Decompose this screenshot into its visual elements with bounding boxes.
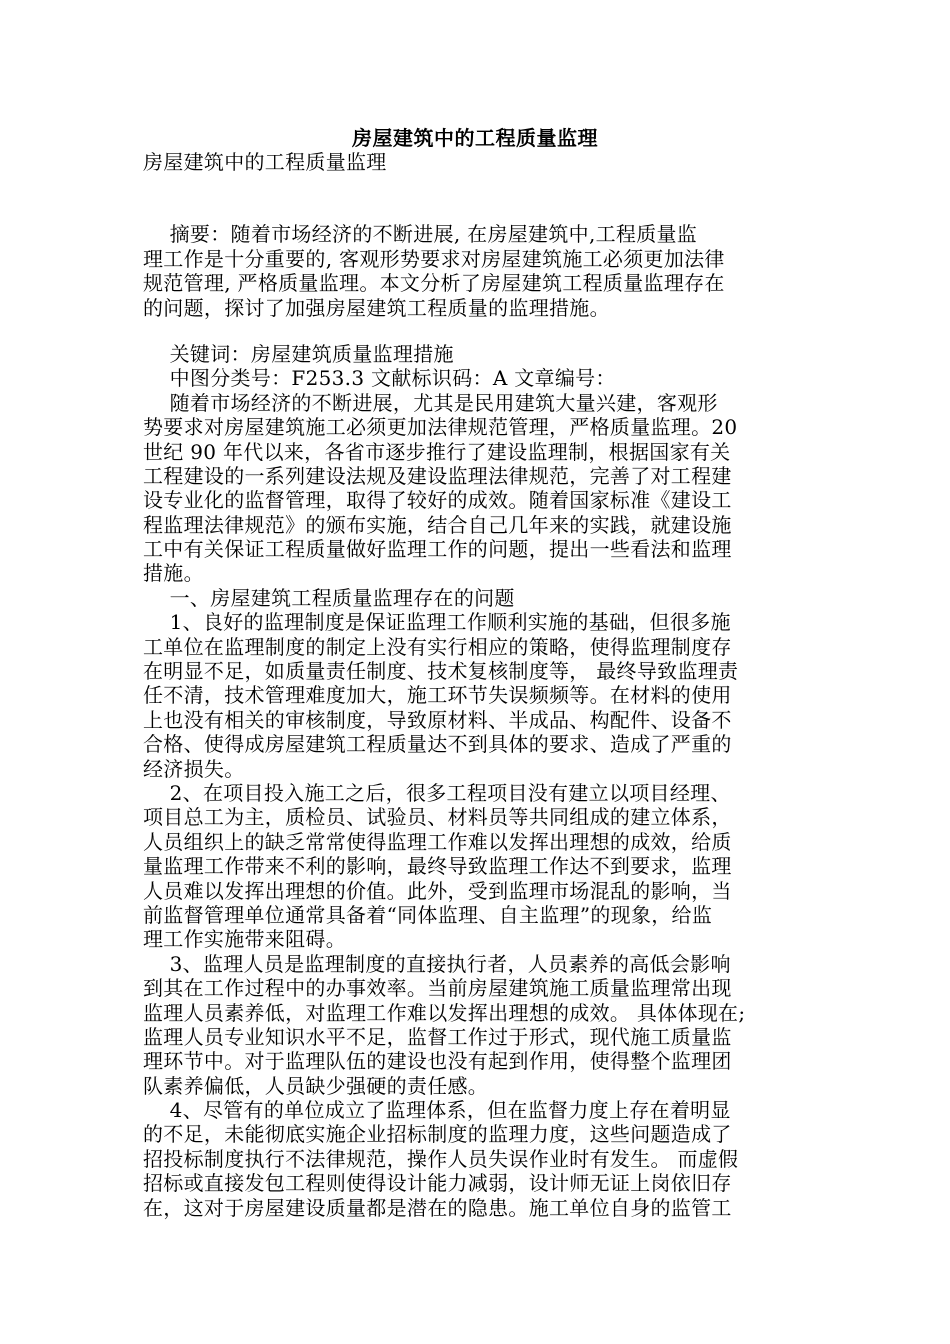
paragraph-line: 设专业化的监督管理，取得了较好的成效。随着国家标准《建设工 xyxy=(143,488,732,513)
paragraph-line: 队素养偏低，人员缺少强硬的责任感。 xyxy=(143,1073,489,1098)
abstract-line: 规范管理, 严格质量监理。本文分析了房屋建筑工程质量监理存在 xyxy=(143,271,725,296)
blank-line xyxy=(143,174,809,222)
classification-line: 中图分类号：F253.3 文献标识码：A 文章编号： xyxy=(143,366,616,391)
paragraph-line: 世纪 90 年代以来，各省市逐步推行了建设监理制，根据国家有关 xyxy=(143,439,731,464)
paragraph-line: 监理人员专业知识水平不足，监督工作过于形式，现代施工质量监 xyxy=(143,1024,732,1049)
paragraph-line: 项目总工为主，质检员、试验员、材料员等共同组成的建立体系， xyxy=(143,805,732,830)
paragraph-line: 量监理工作带来不利的影响，最终导致监理工作达不到要求，监理 xyxy=(143,854,732,879)
paragraph-line: 4、尽管有的单位成立了监理体系，但在监督力度上存在着明显 xyxy=(143,1098,731,1123)
paragraph-line: 的不足，未能彻底实施企业招标制度的监理力度，这些问题造成了 xyxy=(143,1122,732,1147)
paragraph-line: 工单位在监理制度的制定上没有实行相应的策略，使得监理制度存 xyxy=(143,634,732,659)
paragraph-line: 招标或直接发包工程则使得设计能力减弱，设计师无证上岗依旧存 xyxy=(143,1171,732,1196)
section-heading: 一、房屋建筑工程质量监理存在的问题 xyxy=(143,585,515,610)
abstract-line: 的问题，探讨了加强房屋建筑工程质量的监理措施。 xyxy=(143,295,610,320)
blank-line xyxy=(143,320,809,342)
paragraph-line: 监理人员素养低，对监理工作难以发挥出理想的成效。 具体体现在; xyxy=(143,1000,746,1025)
paragraph-line: 合格、使得成房屋建筑工程质量达不到具体的要求、造成了严重的 xyxy=(143,732,732,757)
paragraph-line: 程监理法律规范》的颁布实施，结合自己几年来的实践，就建设施 xyxy=(143,512,732,537)
document-title: 房屋建筑中的工程质量监理 xyxy=(352,126,598,150)
paragraph-line: 人员难以发挥出理想的价值。此外，受到监理市场混乱的影响，当 xyxy=(143,878,732,903)
subtitle-line: 房屋建筑中的工程质量监理 xyxy=(143,150,387,174)
paragraph-line: 理工作实施带来阻碍。 xyxy=(143,927,346,952)
abstract-line: 理工作是十分重要的, 客观形势要求对房屋建筑施工必须更加法律 xyxy=(143,246,725,271)
paragraph-line: 招投标制度执行不法律规范，操作人员失误作业时有发生。 而虚假 xyxy=(143,1146,739,1171)
paragraph-line: 措施。 xyxy=(143,561,204,586)
document-body xyxy=(143,150,809,1220)
paragraph-line: 人员组织上的缺乏常常使得监理工作难以发挥出理想的成效，给质 xyxy=(143,829,732,854)
paragraph-line: 势要求对房屋建筑施工必须更加法律规范管理，严格质量监理。20 xyxy=(143,415,738,440)
paragraph-line: 工中有关保证工程质量做好监理工作的问题，提出一些看法和监理 xyxy=(143,537,732,562)
paragraph-line: 1、良好的监理制度是保证监理工作顺利实施的基础，但很多施 xyxy=(143,610,731,635)
paragraph-line: 前监督管理单位通常具备着“同体监理、自主监理”的现象，给监 xyxy=(143,902,713,927)
paragraph-line: 到其在工作过程中的办事效率。当前房屋建筑施工质量监理常出现 xyxy=(143,976,732,1001)
paragraph-line: 在明显不足，如质量责任制度、技术复核制度等， 最终导致监理责 xyxy=(143,659,739,684)
paragraph-line: 工程建设的一系列建设法规及建设监理法律规范，完善了对工程建 xyxy=(143,463,732,488)
paragraph-line: 任不清，技术管理难度加大，施工环节失误频频等。在材料的使用 xyxy=(143,683,732,708)
paragraph-line: 在，这对于房屋建设质量都是潜在的隐患。施工单位自身的监管工 xyxy=(143,1195,732,1220)
paragraph-line: 2、在项目投入施工之后，很多工程项目没有建立以项目经理、 xyxy=(143,780,731,805)
keywords-line: 关键词：房屋建筑质量监理措施 xyxy=(143,341,454,366)
abstract-line: 摘要：随着市场经济的不断进展, 在房屋建筑中,工程质量监 xyxy=(143,222,698,247)
paragraph-line: 理环节中。对于监理队伍的建设也没有起到作用，使得整个监理团 xyxy=(143,1049,732,1074)
paragraph-line: 3、监理人员是监理制度的直接执行者，人员素养的高低会影响 xyxy=(143,951,731,976)
paragraph-line: 经济损失。 xyxy=(143,756,245,781)
paragraph-line: 随着市场经济的不断进展，尤其是民用建筑大量兴建，客观形 xyxy=(143,390,718,415)
paragraph-line: 上也没有相关的审核制度，导致原材料、半成品、构配件、设备不 xyxy=(143,707,732,732)
